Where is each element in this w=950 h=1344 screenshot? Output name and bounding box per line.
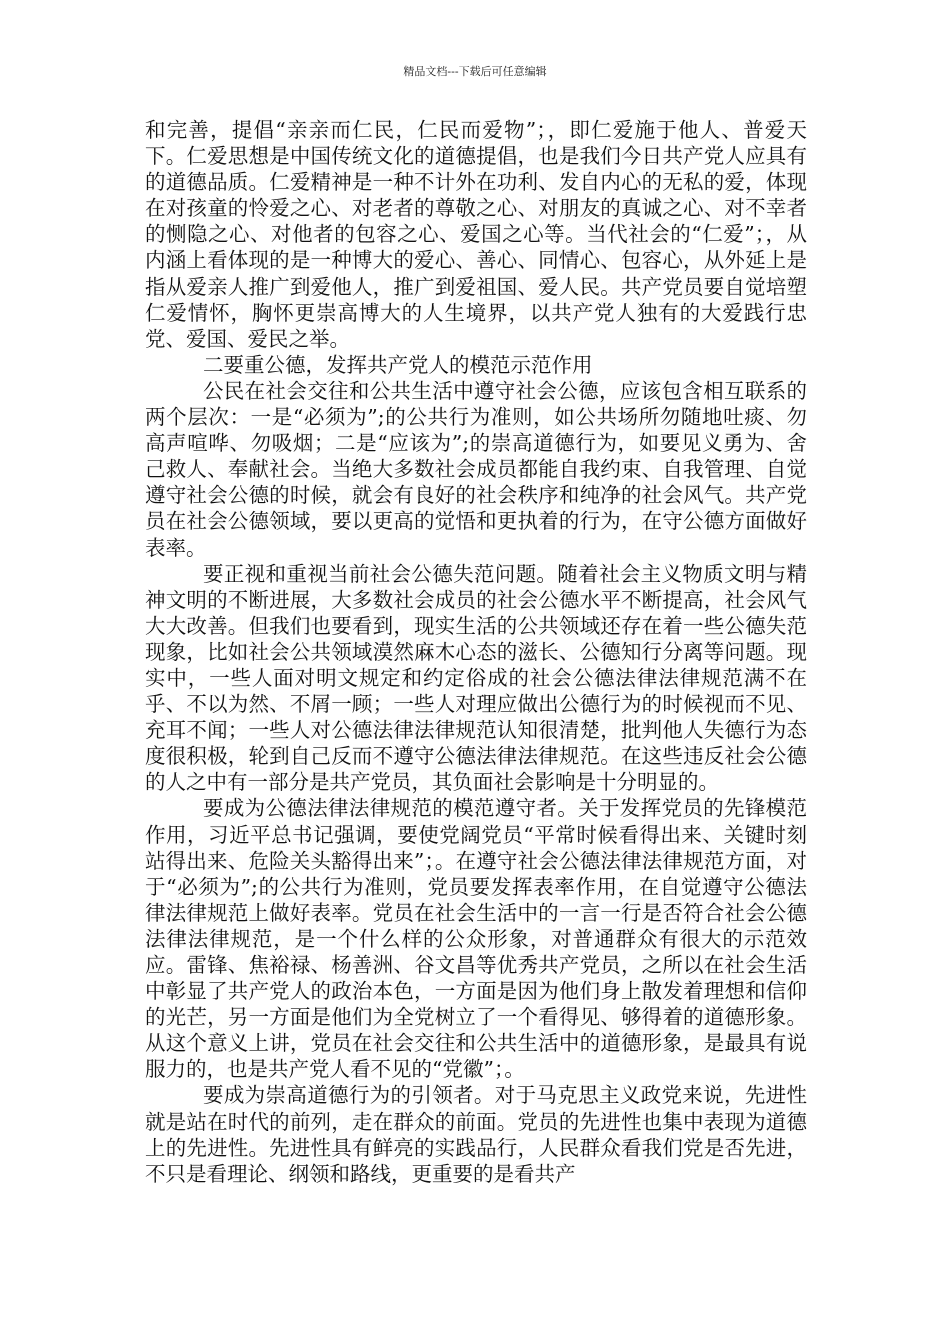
paragraph: 要正视和重视当前社会公德失范问题。随着社会主义物质文明与精神文明的不断进展，大多数社会成员的社会公德水平不断提高，社会风气大大改善。但我们也要看到，现实生活的公共领域还存在着一些公德失范现象，比如社会公共领域漠然麻木心态的滋长、公德知行分离等问题。现实中，一些人面对明文规定和约定俗成的社会公德法律法律规范满不在乎、不以为然、不屑一顾；一些人对理应做出公德行为的时候视而不见、充耳不闻；一些人对公德法律法律规范认知很清楚，批判他人失德行为态度很积极，轮到自己反而不遵守公德法律法律规范。在这些违反社会公德的人之中有一部分是共产党员，其负面社会影响是十分明显的。 <box>145 561 807 795</box>
section-heading: 二要重公德，发挥共产党人的模范示范作用 <box>203 352 593 377</box>
page-header: 精品文档---下载后可任意编辑 <box>403 65 547 78</box>
document-body <box>145 117 807 1297</box>
paragraph: 要成为公德法律法律规范的模范遵守者。关于发挥党员的先锋模范作用，习近平总书记强调，要使党阔党员“平常时候看得出来、关键时刻站得出来、危险关头豁得出来”；。在遵守社会公德法律法律规范方面，对于“必须为”;的公共行为准则，党员要发挥表率作用，在自觉遵守公德法律法律规范上做好表率。党员在社会生活中的一言一行是否符合社会公德法律法律规范，是一个什么样的公众形象，对普通群众有很大的示范效应。雷锋、焦裕禄、杨善洲、谷文昌等优秀共产党员，之所以在社会生活中彰显了共产党人的政治本色，一方面是因为他们身上散发着理想和信仰的光芒，另一方面是他们为全党树立了一个看得见、够得着的道德形象。从这个意义上讲，党员在社会交往和公共生活中的道德形象，是最具有说服力的，也是共产党人看不见的“党徽”；。 <box>145 796 807 1082</box>
paragraph: 公民在社会交往和公共生活中遵守社会公德，应该包含相互联系的两个层次：一是“必须为”;的公共行为准则，如公共场所勿随地吐痰、勿高声喧哗、勿吸烟；二是“应该为”;的崇高道德行为，如要见义勇为、舍己救人、奉献社会。当绝大多数社会成员都能自我约束、自我管理、自觉遵守社会公德的时候，就会有良好的社会秩序和纯净的社会风气。共产党员在社会公德领域，要以更高的觉悟和更执着的行为，在守公德方面做好表率。 <box>145 378 807 560</box>
paragraph: 要成为崇高道德行为的引领者。对于马克思主义政党来说，先进性就是站在时代的前列，走在群众的前面。党员的先进性也集中表现为道德上的先进性。先进性具有鲜亮的实践品行，人民群众看我们党是否先进，不只是看理论、纲领和路线，更重要的是看共产 <box>145 1083 807 1186</box>
paragraph-continuation: 和完善，提倡“亲亲而仁民，仁民而爱物”；，即仁爱施于他人、普爱天下。仁爱思想是中国传统文化的道德提倡，也是我们今日共产党人应具有的道德品质。仁爱精神是一种不计外在功利、发自内心的无私的爱，体现在对孩童的怜爱之心、对老者的尊敬之心、对朋友的真诚之心、对不幸者的恻隐之心、对他者的包容之心、爱国之心等。当代社会的“仁爱”；，从内涵上看体现的是一种博大的爱心、善心、同情心、包容心，从外延上是指从爱亲人推广到爱他人，推广到爱祖国、爱人民。共产党员要自觉培塑仁爱情怀，胸怀更崇高博大的人生境界，以共产党人独有的大爱践行忠党、爱国、爱民之举。 <box>145 118 807 351</box>
